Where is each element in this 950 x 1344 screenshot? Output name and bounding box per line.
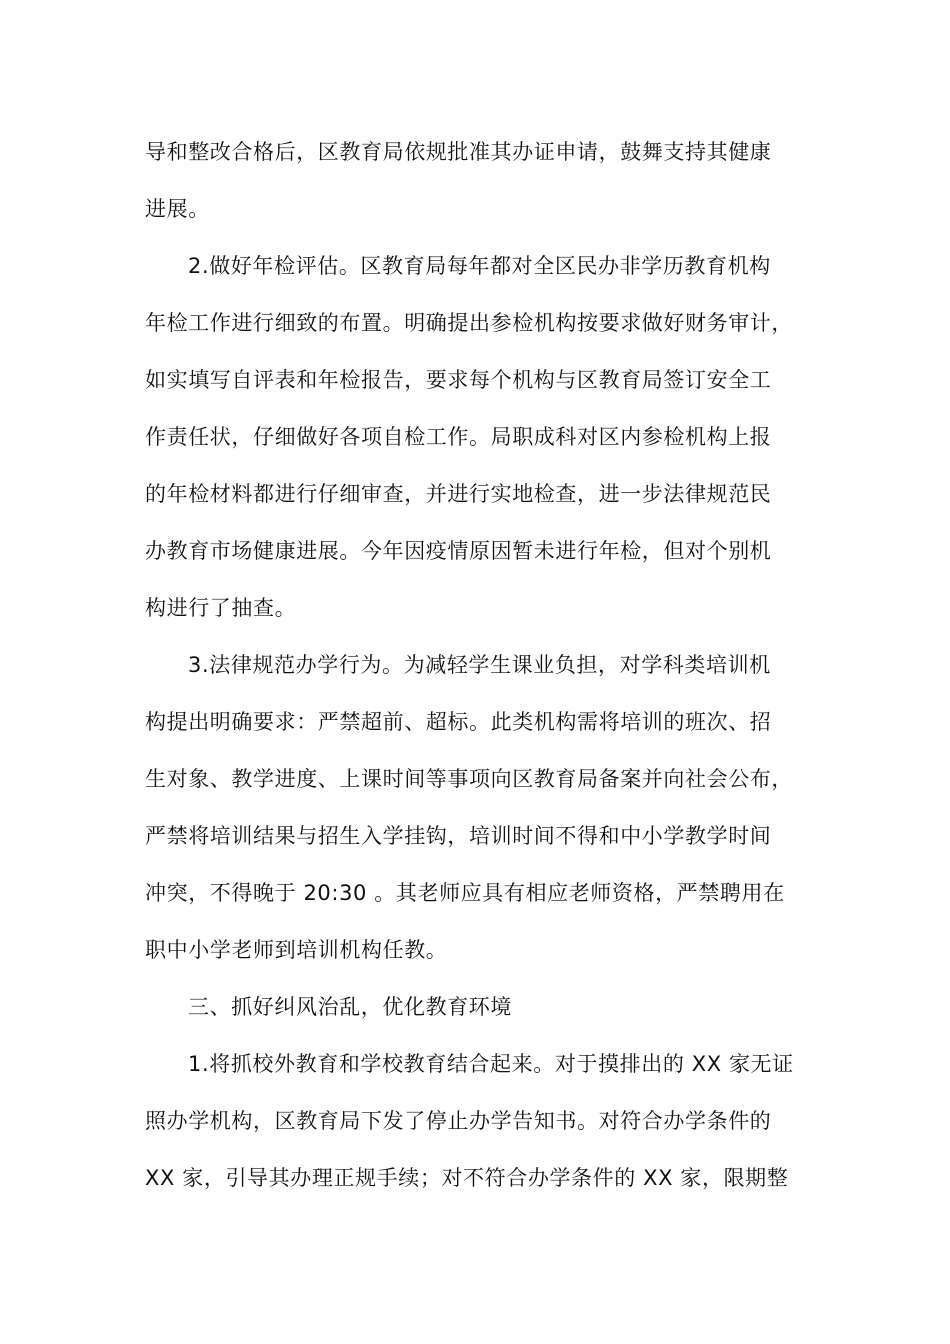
paragraph-3-heading-line: 3.法律规范办学行为。为减轻学生课业负担，对学科类培训机 (188, 653, 771, 677)
paragraph-1-heading-line: 1.将抓校外教育和学校教育结合起来。对于摸排出的 XX 家无证 (188, 1052, 794, 1076)
text-line: 职中小学老师到培训机构任教。 (145, 938, 448, 962)
text-line: 导和整改合格后，区教育局依规批准其办证申请，鼓舞支持其健康 (145, 140, 772, 164)
text-line: 办教育市场健康进展。今年因疫情原因暂未进行年检，但对个别机 (145, 539, 772, 563)
text-line: XX 家，引导其办理正规手续；对不符合办学条件的 XX 家，限期整 (145, 1166, 789, 1190)
text-line: 构提出明确要求：严禁超前、超标。此类机构需将培训的班次、招 (145, 710, 772, 734)
text-line: 进展。 (145, 197, 210, 221)
text-line: 严禁将培训结果与招生入学挂钩，培训时间不得和中小学教学时间 (145, 824, 772, 848)
section-heading: 三、抓好纠风治乱，优化教育环境 (188, 995, 512, 1019)
text-line: 照办学机构，区教育局下发了停止办学告知书。对符合办学条件的 (145, 1109, 772, 1133)
text-line: 的年检材料都进行仔细审查，并进行实地检查，进一步法律规范民 (145, 482, 772, 506)
text-line: 年检工作进行细致的布置。明确提出参检机构按要求做好财务审计， (145, 311, 793, 335)
text-line: 冲突，不得晚于 20:30 。其老师应具有相应老师资格，严禁聘用在 (145, 881, 785, 905)
text-line: 生对象、教学进度、上课时间等事项向区教育局备案并向社会公布， (145, 767, 793, 791)
text-line: 构进行了抽查。 (145, 596, 297, 620)
text-line: 作责任状，仔细做好各项自检工作。局职成科对区内参检机构上报 (145, 425, 772, 449)
text-line: 如实填写自评表和年检报告，要求每个机构与区教育局签订安全工 (145, 368, 772, 392)
paragraph-2-heading-line: 2.做好年检评估。区教育局每年都对全区民办非学历教育机构 (188, 254, 771, 278)
